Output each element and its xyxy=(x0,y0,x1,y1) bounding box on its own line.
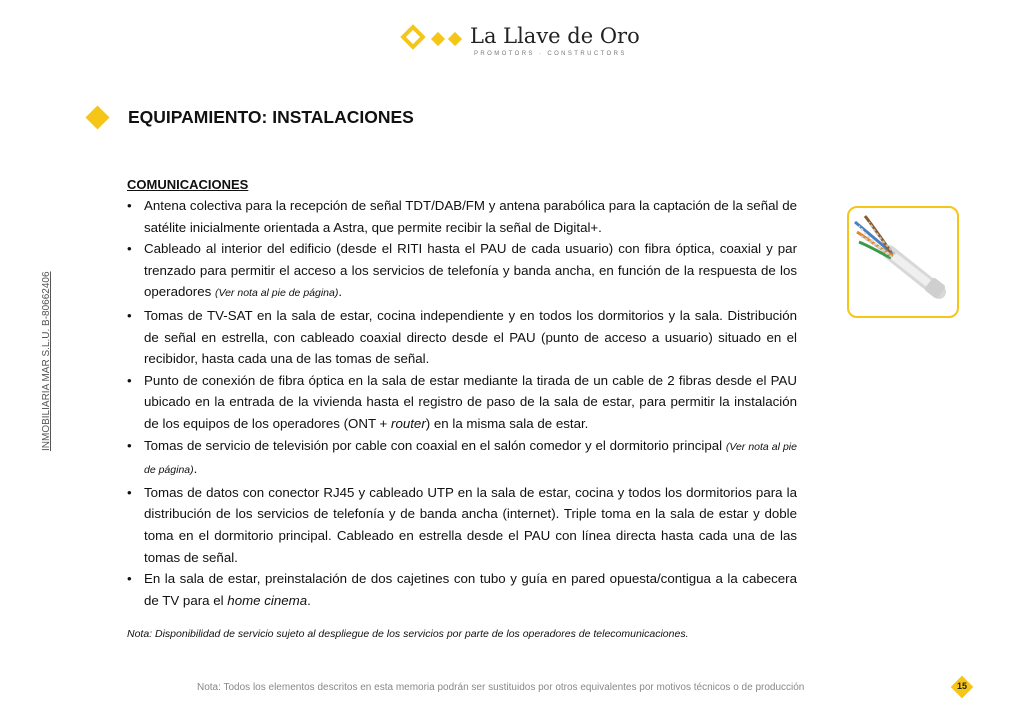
bullet-icon: • xyxy=(127,571,132,587)
emphasis-text: home cinema xyxy=(227,592,308,608)
section-heading: COMUNICACIONES xyxy=(127,177,249,192)
page-number-badge xyxy=(951,676,973,698)
main-content xyxy=(127,174,797,611)
footnote-reference: (Ver nota al pie de página) xyxy=(144,440,797,477)
bullet-icon: • xyxy=(127,198,132,213)
brand-name: La Llave de Oro xyxy=(470,24,640,48)
equipment-list xyxy=(127,195,797,611)
bullet-icon: • xyxy=(127,241,132,257)
footer-note: Nota: Todos los elementos descritos en esta memoria podrán ser sustituidos por otros equivalentes por motivos técnicos o de producción xyxy=(197,682,805,693)
bullet-icon: • xyxy=(127,437,132,453)
availability-note: Nota: Disponibilidad de servicio sujeto al despliegue de los servicios por parte de los operadores de telecomunicaciones. xyxy=(127,628,689,640)
utp-cable-photo xyxy=(847,206,959,318)
emphasis-text: router xyxy=(391,415,426,431)
page-title: EQUIPAMIENTO: INSTALACIONES xyxy=(128,107,414,127)
list-item: • Antena colectiva para la recepción de señal TDT/DAB/FM y antena parabólica para la captación de la señal de satélite inicialmente orientada a Astra, que permite recibir la señal de Digital+. xyxy=(127,195,797,238)
footnote-reference: (Ver nota al pie de página) xyxy=(214,287,339,300)
list-item: • Punto de conexión de fibra óptica en la sala de estar mediante la tirada de un cable de 2 fibras desde el PAU ubicado en la entrada de la vivienda hasta el registro de paso de la sala de estar, para permitir la instalación de los equipos de los operadores (ONT + router) en la misma sala de estar. xyxy=(127,370,797,435)
list-item: • Tomas de servicio de televisión por cable con coaxial en el salón comedor y el dormitorio principal (Ver nota al pie de página). xyxy=(127,435,797,482)
list-item: • Tomas de datos con conector RJ45 y cableado UTP en la sala de estar, cocina y todos los dormitorios para la distribución de los servicios de telefonía y de banda ancha (internet). Triple toma en la sala de estar y doble toma en el dormitorio principal. Cableado en estrella desde el PAU con línea directa hasta cada una de las tomas de señal. xyxy=(127,482,797,568)
brand-logo xyxy=(400,22,640,62)
company-side-label: INMOBILIARIA MAR S.L.U. B-80662406 xyxy=(41,271,52,451)
brand-tagline: PROMOTORS · CONSTRUCTORS xyxy=(474,51,627,57)
diamond-icon xyxy=(431,32,445,46)
bullet-icon: • xyxy=(127,484,132,500)
cable-illustration xyxy=(849,208,957,316)
page-number: 15 xyxy=(956,681,967,691)
diamond-outline-icon xyxy=(400,24,425,49)
title-diamond-icon xyxy=(85,105,109,129)
list-item: • Cableado al interior del edificio (desde el RITI hasta el PAU de cada usuario) con fibra óptica, coaxial y par trenzado para permitir el acceso a los servicios de telefonía y banda ancha, en función de la respuesta de los operadores (Ver nota al pie de página). xyxy=(127,238,797,305)
list-item: • En la sala de estar, preinstalación de dos cajetines con tubo y guía en pared opuesta/contigua a la cabecera de TV para el home cinema. xyxy=(127,568,797,611)
diamond-icon xyxy=(448,32,462,46)
bullet-icon: • xyxy=(127,372,132,388)
list-item: • Tomas de TV-SAT en la sala de estar, cocina independiente y en todos los dormitorios y la sala. Distribución de señal en estrella, con cableado coaxial directo desde el PAU (punto de acceso a usuario) situado en el recibidor, hasta cada una de las tomas de señal. xyxy=(127,305,797,370)
bullet-icon: • xyxy=(127,307,132,323)
